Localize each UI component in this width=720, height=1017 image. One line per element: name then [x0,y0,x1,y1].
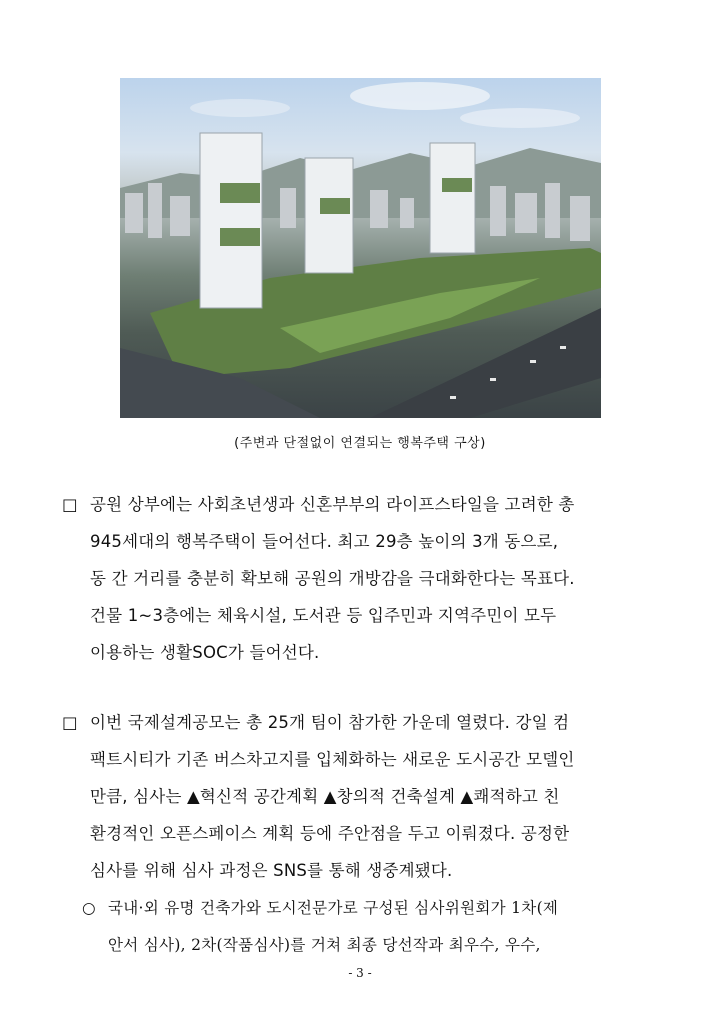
paragraph-line: 팩트시티가 기존 버스차고지를 입체화하는 새로운 도시공간 모델인 [90,750,575,769]
square-bullet-icon: □ [62,713,78,732]
paragraph-text: 이번 국제설계공모는 총 25개 팀이 참가한 가운데 열렸다. 강일 컴 [90,713,570,732]
paragraph-text: 공원 상부에는 사회초년생과 신혼부부의 라이프스타일을 고려한 총 [90,495,575,514]
housing-rendering-image [120,78,601,418]
circle-bullet-icon: ○ [82,899,96,917]
page-number: - 3 - [348,966,372,980]
figure-caption: (주변과 단절없이 연결되는 행복주택 구상) [234,436,486,451]
square-bullet-icon: □ [62,495,78,514]
sub-item-jury [82,890,672,964]
sub-item-line [82,890,672,927]
paragraph-line: 만큼, 심사는 ▲혁신적 공간계획 ▲창의적 건축설계 ▲쾌적하고 친 [90,787,560,806]
paragraph-line [62,704,662,741]
paragraph-line: 동 간 거리를 충분히 확보해 공원의 개방감을 극대화한다는 목표다. [90,569,575,588]
paragraph-line: 945세대의 행복주택이 들어선다. 최고 29층 높이의 3개 동으로, [90,532,559,551]
paragraph-competition [62,704,662,889]
rendering-illustration [120,78,601,418]
paragraph-line [62,486,662,523]
paragraph-line: 이용하는 생활SOC가 들어선다. [90,643,320,662]
sub-item-line: 안서 심사), 2차(작품심사)를 거쳐 최종 당선작과 최우수, 우수, [108,936,541,954]
sub-item-text: 국내·외 유명 건축가와 도시전문가로 구성된 심사위원회가 1차(제 [108,899,559,917]
paragraph-line: 건물 1~3층에는 체육시설, 도서관 등 입주민과 지역주민이 모두 [90,606,557,625]
paragraph-line: 심사를 위해 심사 과정은 SNS를 통해 생중계됐다. [90,861,453,880]
paragraph-housing [62,486,662,671]
paragraph-line: 환경적인 오픈스페이스 계획 등에 주안점을 두고 이뤄졌다. 공정한 [90,824,570,843]
